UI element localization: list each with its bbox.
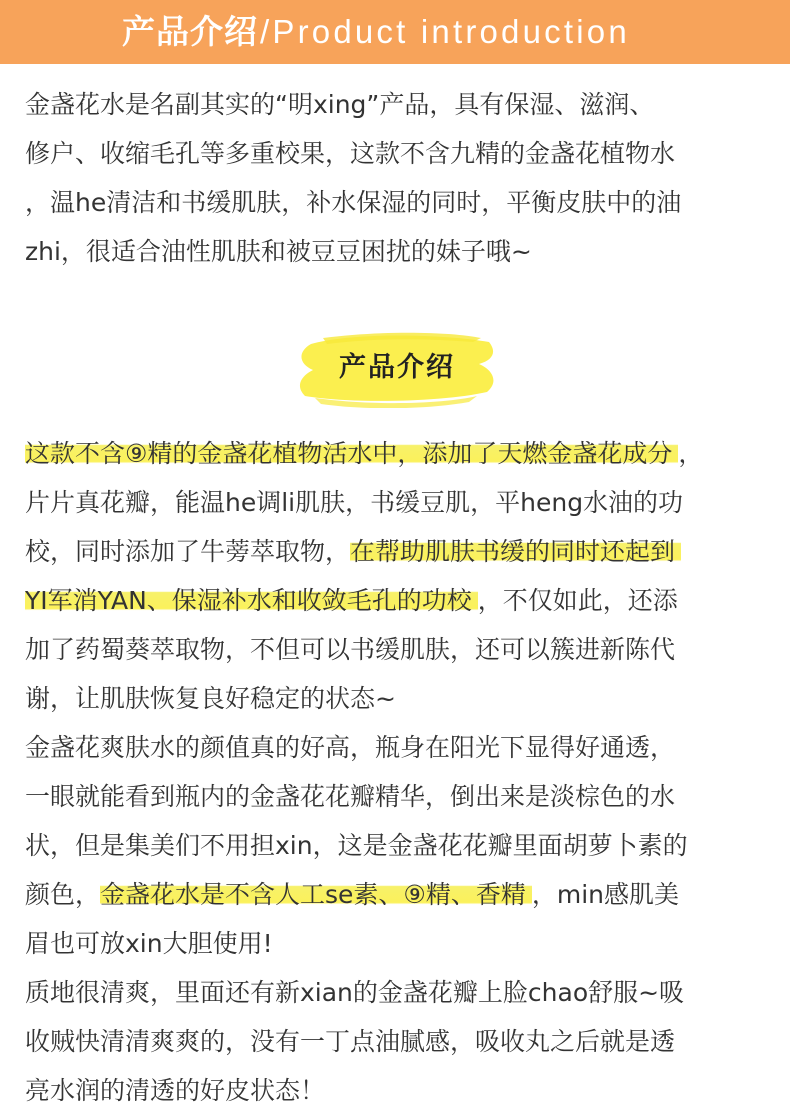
body-line <box>25 576 770 625</box>
section-title: 产品介绍 <box>339 352 455 383</box>
body-line: 加了药蜀葵萃取物，不但可以书缓肌肤，还可以簇进新陈代 <box>25 635 676 664</box>
banner-title-en: /Product introduction <box>260 13 630 50</box>
highlighted-text: YI军消YAN、保湿补水和收敛毛孔的功校 <box>25 586 478 615</box>
header-banner <box>0 0 790 64</box>
intro-line: zhi，很适合油性肌肤和被豆豆困扰的妹子哦~ <box>25 237 532 266</box>
intro-line: 金盏花水是名副其实的“明xing”产品，具有保湿、滋润、 <box>25 90 655 119</box>
body-line: 片片真花瓣，能温he调li肌肤，书缓豆肌，平heng水油的功 <box>25 488 684 517</box>
body-text-span: ，不仅如此，还添 <box>477 586 678 615</box>
intro-line: ，温he清洁和书缓肌肤，补水保湿的同时，平衡皮肤中的油 <box>25 188 682 217</box>
body-line: 眉也可放xin大胆使用! <box>25 929 273 958</box>
banner-title <box>122 12 630 52</box>
body-paragraph <box>25 429 770 1115</box>
body-line <box>25 870 770 919</box>
body-line: 一眼就能看到瓶内的金盏花花瓣精华，倒出来是淡棕色的水 <box>25 782 676 811</box>
highlighted-text: 这款不含⑨精的金盏花植物活水中，添加了天燃金盏花成分 <box>25 439 678 468</box>
body-line: 质地很清爽，里面还有新xian的金盏花瓣上脸chao舒服~吸 <box>25 978 685 1007</box>
body-line: 谢，让肌肤恢复良好稳定的状态~ <box>25 684 396 713</box>
section-heading <box>293 330 501 408</box>
body-text-span: 校，同时添加了牛蒡萃取物， <box>25 537 351 566</box>
body-line: 金盏花爽肤水的颜值真的好高，瓶身在阳光下显得好通透， <box>25 733 676 762</box>
body-text-span: ， <box>678 439 704 468</box>
body-text-span: ，min感肌美 <box>531 880 679 909</box>
banner-title-cn: 产品介绍 <box>122 12 258 51</box>
body-line: 亮水润的清透的好皮状态！ <box>25 1076 326 1105</box>
highlighted-text: 金盏花水是不含人工se素、⑨精、香精 <box>100 880 532 909</box>
body-line: 收贼快清清爽爽的，没有一丁点油腻感，吸收丸之后就是透 <box>25 1027 676 1056</box>
highlighted-text: 在帮助肌肤书缓的同时还起到 <box>350 537 681 566</box>
body-text-span: 颜色， <box>25 880 101 909</box>
intro-paragraph <box>25 80 770 276</box>
body-line <box>25 527 770 576</box>
body-line <box>25 429 770 478</box>
body-line: 状，但是集美们不用担xin，这是金盏花花瓣里面胡萝卜素的 <box>25 831 688 860</box>
intro-line: 修户、收缩毛孔等多重校果，这款不含九精的金盏花植物水 <box>25 139 676 168</box>
